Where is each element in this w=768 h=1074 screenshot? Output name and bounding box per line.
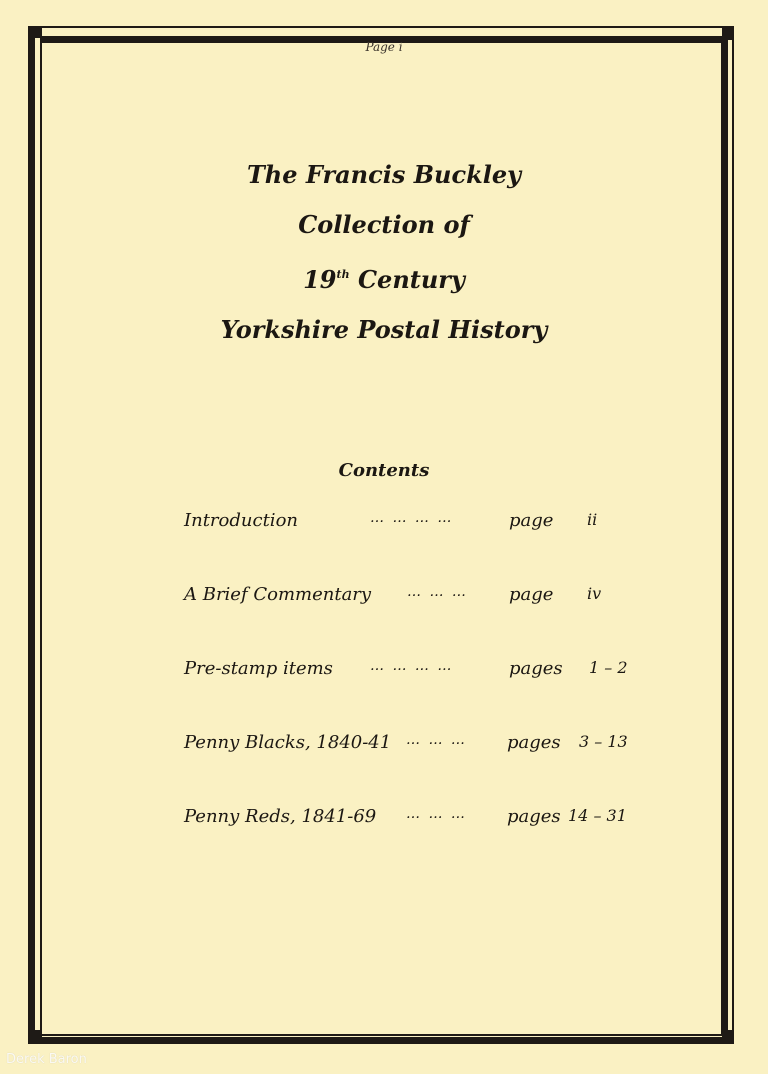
toc-leader-dots: … … … … xyxy=(370,658,454,674)
frame-corner-top-right xyxy=(722,26,734,40)
page-number: Page i xyxy=(365,40,403,54)
toc-leader-dots: … … … … xyxy=(370,510,454,526)
title-century-number: 19 xyxy=(303,265,337,294)
toc-page-word: page xyxy=(509,510,554,531)
toc-leader-dots: … … … xyxy=(407,584,468,600)
photographer-watermark: Derek Baron xyxy=(6,1052,87,1067)
toc-leader-dots: … … … xyxy=(406,806,467,822)
document-title xyxy=(0,150,768,355)
toc-page-word: pages xyxy=(507,732,561,753)
frame-corner-bottom-left xyxy=(28,1030,42,1044)
title-line-3 xyxy=(0,250,768,305)
toc-label: Introduction xyxy=(184,510,298,531)
toc-entry-introduction xyxy=(184,510,644,538)
toc-page-number: iv xyxy=(587,584,602,603)
toc-label: Pre-stamp items xyxy=(184,658,333,679)
toc-entry-penny-reds xyxy=(184,806,644,834)
title-century-suffix: th xyxy=(336,268,350,281)
toc-page-word: pages xyxy=(507,806,561,827)
title-line-2: Collection of xyxy=(298,210,470,239)
title-line-4: Yorkshire Postal History xyxy=(220,315,548,344)
toc-leader-dots: … … … xyxy=(406,732,467,748)
toc-entry-brief-commentary xyxy=(184,584,644,612)
title-century-word: Century xyxy=(349,265,465,294)
toc-page-number: 1 – 2 xyxy=(589,658,628,677)
toc-page-word: page xyxy=(509,584,554,605)
toc-entry-pre-stamp-items xyxy=(184,658,644,686)
toc-entry-penny-blacks xyxy=(184,732,644,760)
frame-corner-top-left xyxy=(28,26,42,38)
contents-heading: Contents xyxy=(338,460,430,481)
title-line-1: The Francis Buckley xyxy=(246,160,522,189)
toc-page-number: 3 – 13 xyxy=(579,732,628,751)
toc-page-word: pages xyxy=(509,658,563,679)
frame-corner-bottom-right xyxy=(722,1030,734,1044)
toc-page-number: 14 – 31 xyxy=(568,806,627,825)
toc-label: Penny Reds, 1841-69 xyxy=(184,806,377,827)
toc-page-number: ii xyxy=(587,510,598,529)
toc-label: Penny Blacks, 1840-41 xyxy=(184,732,392,753)
toc-label: A Brief Commentary xyxy=(184,584,372,605)
